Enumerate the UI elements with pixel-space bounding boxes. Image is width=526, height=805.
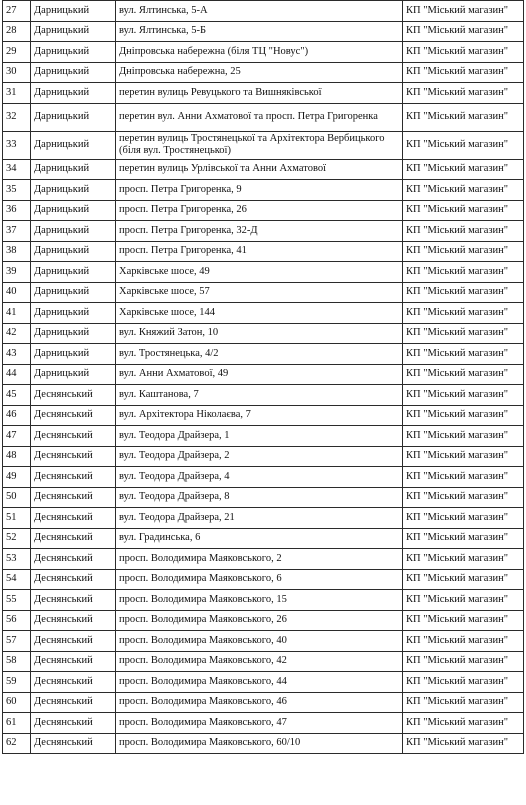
table-row xyxy=(3,631,524,652)
district-cell: Дарницький xyxy=(31,323,116,344)
district-cell: Дарницький xyxy=(31,21,116,42)
row-number: 41 xyxy=(3,303,31,324)
row-number: 27 xyxy=(3,1,31,22)
row-number: 32 xyxy=(3,103,31,131)
owner-cell: КП "Міський магазин" xyxy=(403,180,524,201)
owner-cell: КП "Міський магазин" xyxy=(403,83,524,104)
district-cell: Дарницький xyxy=(31,344,116,365)
table-row xyxy=(3,651,524,672)
row-number: 59 xyxy=(3,672,31,693)
address-cell: просп. Володимира Маяковського, 42 xyxy=(116,651,403,672)
row-number: 39 xyxy=(3,262,31,283)
table-row xyxy=(3,610,524,631)
district-cell: Дарницький xyxy=(31,103,116,131)
address-cell: вул. Ялтинська, 5-Б xyxy=(116,21,403,42)
row-number: 44 xyxy=(3,364,31,385)
row-number: 49 xyxy=(3,467,31,488)
owner-cell: КП "Міський магазин" xyxy=(403,303,524,324)
owner-cell: КП "Міський магазин" xyxy=(403,569,524,590)
table-row xyxy=(3,528,524,549)
row-number: 38 xyxy=(3,241,31,262)
table-row xyxy=(3,42,524,63)
table-row xyxy=(3,303,524,324)
district-cell: Деснянський xyxy=(31,569,116,590)
address-cell: вул. Градинська, 6 xyxy=(116,528,403,549)
row-number: 36 xyxy=(3,200,31,221)
address-cell: вул. Ялтинська, 5-А xyxy=(116,1,403,22)
district-cell: Дарницький xyxy=(31,42,116,63)
row-number: 61 xyxy=(3,713,31,734)
address-cell: вул. Теодора Драйзера, 21 xyxy=(116,508,403,529)
row-number: 45 xyxy=(3,385,31,406)
district-cell: Деснянський xyxy=(31,610,116,631)
table-row xyxy=(3,385,524,406)
table-row xyxy=(3,508,524,529)
district-cell: Деснянський xyxy=(31,631,116,652)
address-cell: просп. Володимира Маяковського, 44 xyxy=(116,672,403,693)
address-cell: просп. Володимира Маяковського, 6 xyxy=(116,569,403,590)
row-number: 29 xyxy=(3,42,31,63)
address-cell: вул. Каштанова, 7 xyxy=(116,385,403,406)
owner-cell: КП "Міський магазин" xyxy=(403,21,524,42)
row-number: 47 xyxy=(3,426,31,447)
owner-cell: КП "Міський магазин" xyxy=(403,159,524,180)
owner-cell: КП "Міський магазин" xyxy=(403,1,524,22)
table-row xyxy=(3,83,524,104)
owner-cell: КП "Міський магазин" xyxy=(403,713,524,734)
district-cell: Деснянський xyxy=(31,385,116,406)
district-cell: Деснянський xyxy=(31,713,116,734)
table-row xyxy=(3,364,524,385)
address-cell: вул. Княжий Затон, 10 xyxy=(116,323,403,344)
row-number: 34 xyxy=(3,159,31,180)
address-cell: просп. Володимира Маяковського, 47 xyxy=(116,713,403,734)
owner-cell: КП "Міський магазин" xyxy=(403,200,524,221)
table-row xyxy=(3,221,524,242)
district-cell: Деснянський xyxy=(31,426,116,447)
table-row xyxy=(3,405,524,426)
address-cell: перетин вулиць Тростянецької та Архітектора Вербицького (біля вул. Тростянецької) xyxy=(116,131,403,159)
table-row xyxy=(3,467,524,488)
owner-cell: КП "Міський магазин" xyxy=(403,405,524,426)
district-cell: Дарницький xyxy=(31,282,116,303)
district-cell: Дарницький xyxy=(31,200,116,221)
row-number: 30 xyxy=(3,62,31,83)
table-body xyxy=(3,1,524,754)
table-row xyxy=(3,692,524,713)
table-row xyxy=(3,323,524,344)
district-cell: Дарницький xyxy=(31,364,116,385)
owner-cell: КП "Міський магазин" xyxy=(403,467,524,488)
district-cell: Дарницький xyxy=(31,131,116,159)
table-row xyxy=(3,549,524,570)
owner-cell: КП "Міський магазин" xyxy=(403,131,524,159)
address-cell: Харківське шосе, 49 xyxy=(116,262,403,283)
district-cell: Деснянський xyxy=(31,549,116,570)
row-number: 55 xyxy=(3,590,31,611)
address-cell: просп. Володимира Маяковського, 2 xyxy=(116,549,403,570)
address-cell: перетин вул. Анни Ахматової та просп. Петра Григоренка xyxy=(116,103,403,131)
district-cell: Деснянський xyxy=(31,651,116,672)
address-cell: Дніпровська набережна, 25 xyxy=(116,62,403,83)
district-cell: Деснянський xyxy=(31,528,116,549)
table-row xyxy=(3,713,524,734)
table-row xyxy=(3,103,524,131)
district-cell: Дарницький xyxy=(31,303,116,324)
owner-cell: КП "Міський магазин" xyxy=(403,508,524,529)
row-number: 57 xyxy=(3,631,31,652)
table-row xyxy=(3,569,524,590)
row-number: 35 xyxy=(3,180,31,201)
district-cell: Деснянський xyxy=(31,467,116,488)
row-number: 58 xyxy=(3,651,31,672)
owner-cell: КП "Міський магазин" xyxy=(403,262,524,283)
district-cell: Дарницький xyxy=(31,83,116,104)
address-cell: вул. Тростянецька, 4/2 xyxy=(116,344,403,365)
owner-cell: КП "Міський магазин" xyxy=(403,631,524,652)
district-cell: Деснянський xyxy=(31,672,116,693)
owner-cell: КП "Міський магазин" xyxy=(403,221,524,242)
address-cell: просп. Володимира Маяковського, 46 xyxy=(116,692,403,713)
owner-cell: КП "Міський магазин" xyxy=(403,42,524,63)
row-number: 60 xyxy=(3,692,31,713)
row-number: 51 xyxy=(3,508,31,529)
owner-cell: КП "Міський магазин" xyxy=(403,241,524,262)
district-cell: Дарницький xyxy=(31,1,116,22)
table-row xyxy=(3,344,524,365)
owner-cell: КП "Міський магазин" xyxy=(403,549,524,570)
owner-cell: КП "Міський магазин" xyxy=(403,692,524,713)
row-number: 31 xyxy=(3,83,31,104)
table-row xyxy=(3,282,524,303)
district-cell: Дарницький xyxy=(31,180,116,201)
row-number: 42 xyxy=(3,323,31,344)
district-cell: Деснянський xyxy=(31,590,116,611)
owner-cell: КП "Міський магазин" xyxy=(403,446,524,467)
owner-cell: КП "Міський магазин" xyxy=(403,651,524,672)
owner-cell: КП "Міський магазин" xyxy=(403,62,524,83)
owner-cell: КП "Міський магазин" xyxy=(403,528,524,549)
address-cell: просп. Петра Григоренка, 26 xyxy=(116,200,403,221)
table-row xyxy=(3,62,524,83)
table-row xyxy=(3,672,524,693)
owner-cell: КП "Міський магазин" xyxy=(403,323,524,344)
row-number: 40 xyxy=(3,282,31,303)
locations-table xyxy=(2,0,524,754)
table-row xyxy=(3,487,524,508)
owner-cell: КП "Міський магазин" xyxy=(403,282,524,303)
address-cell: вул. Теодора Драйзера, 8 xyxy=(116,487,403,508)
address-cell: Харківське шосе, 144 xyxy=(116,303,403,324)
district-cell: Деснянський xyxy=(31,692,116,713)
address-cell: Дніпровська набережна (біля ТЦ "Новус") xyxy=(116,42,403,63)
owner-cell: КП "Міський магазин" xyxy=(403,426,524,447)
table-row xyxy=(3,1,524,22)
owner-cell: КП "Міський магазин" xyxy=(403,672,524,693)
owner-cell: КП "Міський магазин" xyxy=(403,364,524,385)
address-cell: перетин вулиць Урлівської та Анни Ахматової xyxy=(116,159,403,180)
owner-cell: КП "Міський магазин" xyxy=(403,103,524,131)
table-row xyxy=(3,262,524,283)
address-cell: просп. Володимира Маяковського, 15 xyxy=(116,590,403,611)
address-cell: вул. Анни Ахматової, 49 xyxy=(116,364,403,385)
address-cell: вул. Теодора Драйзера, 1 xyxy=(116,426,403,447)
table-row xyxy=(3,590,524,611)
row-number: 54 xyxy=(3,569,31,590)
address-cell: просп. Петра Григоренка, 32-Д xyxy=(116,221,403,242)
row-number: 33 xyxy=(3,131,31,159)
row-number: 43 xyxy=(3,344,31,365)
district-cell: Дарницький xyxy=(31,159,116,180)
owner-cell: КП "Міський магазин" xyxy=(403,487,524,508)
table-row xyxy=(3,180,524,201)
owner-cell: КП "Міський магазин" xyxy=(403,610,524,631)
address-cell: просп. Володимира Маяковського, 40 xyxy=(116,631,403,652)
address-cell: вул. Архітектора Ніколаєва, 7 xyxy=(116,405,403,426)
table-row xyxy=(3,241,524,262)
address-cell: просп. Петра Григоренка, 41 xyxy=(116,241,403,262)
table-row xyxy=(3,131,524,159)
address-cell: Харківське шосе, 57 xyxy=(116,282,403,303)
row-number: 48 xyxy=(3,446,31,467)
row-number: 50 xyxy=(3,487,31,508)
row-number: 46 xyxy=(3,405,31,426)
district-cell: Дарницький xyxy=(31,241,116,262)
district-cell: Дарницький xyxy=(31,221,116,242)
table-row xyxy=(3,200,524,221)
district-cell: Деснянський xyxy=(31,508,116,529)
owner-cell: КП "Міський магазин" xyxy=(403,590,524,611)
table-row xyxy=(3,159,524,180)
district-cell: Дарницький xyxy=(31,62,116,83)
owner-cell: КП "Міський магазин" xyxy=(403,385,524,406)
table-row xyxy=(3,21,524,42)
district-cell: Дарницький xyxy=(31,262,116,283)
district-cell: Деснянський xyxy=(31,733,116,754)
address-cell: просп. Володимира Маяковського, 26 xyxy=(116,610,403,631)
row-number: 28 xyxy=(3,21,31,42)
district-cell: Деснянський xyxy=(31,446,116,467)
owner-cell: КП "Міський магазин" xyxy=(403,344,524,365)
address-cell: вул. Теодора Драйзера, 2 xyxy=(116,446,403,467)
row-number: 52 xyxy=(3,528,31,549)
address-cell: просп. Петра Григоренка, 9 xyxy=(116,180,403,201)
district-cell: Деснянський xyxy=(31,487,116,508)
address-cell: просп. Володимира Маяковського, 60/10 xyxy=(116,733,403,754)
address-cell: перетин вулиць Ревуцького та Вишняківської xyxy=(116,83,403,104)
table-row xyxy=(3,426,524,447)
row-number: 56 xyxy=(3,610,31,631)
address-cell: вул. Теодора Драйзера, 4 xyxy=(116,467,403,488)
row-number: 62 xyxy=(3,733,31,754)
table-row xyxy=(3,446,524,467)
row-number: 37 xyxy=(3,221,31,242)
district-cell: Деснянський xyxy=(31,405,116,426)
row-number: 53 xyxy=(3,549,31,570)
table-row xyxy=(3,733,524,754)
owner-cell: КП "Міський магазин" xyxy=(403,733,524,754)
